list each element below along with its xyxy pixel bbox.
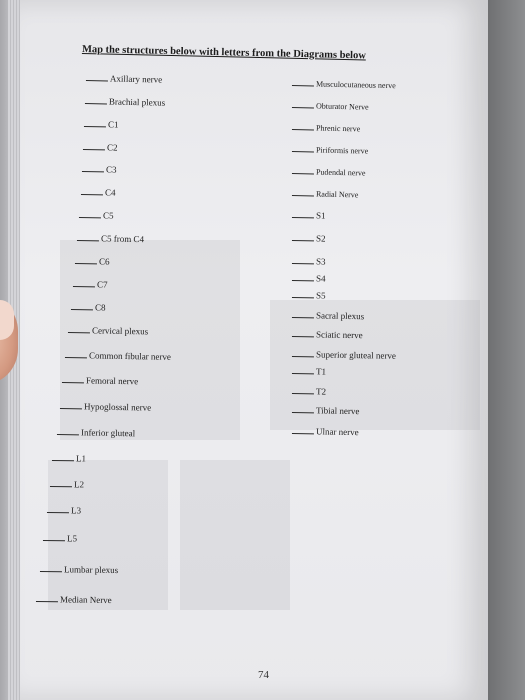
item-label: Pudendal nerve — [315, 167, 366, 178]
left-item — [65, 350, 171, 362]
answer-blank — [292, 336, 314, 337]
item-label: L2 — [73, 479, 85, 490]
item-label: C7 — [96, 279, 108, 290]
item-label: Musculocutaneous nerve — [315, 79, 396, 91]
answer-blank — [73, 286, 95, 287]
answer-blank — [62, 382, 84, 383]
right-item — [292, 329, 363, 340]
answer-blank — [40, 571, 62, 572]
answer-blank — [83, 149, 105, 150]
page-number: 74 — [258, 669, 269, 681]
item-label: C5 — [102, 210, 114, 221]
right-item — [292, 210, 326, 221]
answer-blank — [292, 356, 314, 357]
right-item — [292, 123, 360, 133]
right-item — [292, 145, 368, 156]
left-item — [50, 479, 84, 489]
left-item — [86, 73, 162, 85]
show-through-panel — [180, 460, 290, 610]
left-item — [81, 187, 116, 198]
item-label: Hypoglossal nerve — [83, 401, 152, 413]
answer-blank — [292, 393, 314, 394]
answer-blank — [86, 80, 108, 81]
left-item — [52, 453, 86, 463]
answer-blank — [77, 240, 99, 241]
right-item — [292, 366, 326, 377]
left-item — [75, 256, 110, 267]
answer-blank — [292, 297, 314, 298]
item-label: Ulnar nerve — [315, 426, 359, 438]
item-label: S5 — [315, 290, 326, 301]
left-item — [47, 505, 81, 515]
item-label: Lumbar plexus — [63, 564, 119, 576]
item-label: Superior gluteal nerve — [315, 349, 397, 361]
left-item — [83, 142, 118, 153]
item-label: T2 — [315, 386, 327, 397]
right-item — [292, 233, 326, 244]
answer-blank — [292, 373, 314, 374]
answer-blank — [47, 512, 69, 513]
item-label: Phrenic nerve — [315, 123, 361, 134]
item-label: C2 — [106, 142, 118, 153]
answer-blank — [36, 601, 58, 602]
answer-blank — [292, 217, 314, 218]
left-item — [85, 96, 165, 108]
item-label: C5 from C4 — [100, 233, 145, 245]
answer-blank — [82, 171, 104, 172]
item-label: Sacral plexus — [315, 310, 365, 322]
answer-blank — [84, 126, 106, 127]
answer-blank — [57, 434, 79, 435]
item-label: Cervical plexus — [91, 325, 149, 337]
item-label: S3 — [315, 256, 326, 267]
right-item — [292, 426, 359, 437]
right-item — [292, 349, 396, 361]
answer-blank — [292, 195, 314, 196]
left-item — [60, 401, 151, 413]
item-label: C3 — [105, 164, 117, 175]
right-item — [292, 405, 360, 416]
left-item — [40, 564, 118, 575]
item-label: Inferior gluteal — [80, 427, 136, 439]
left-item — [73, 279, 108, 290]
right-item — [292, 256, 326, 267]
item-label: C8 — [94, 302, 106, 313]
item-label: S4 — [315, 273, 326, 284]
right-item — [292, 290, 326, 301]
answer-blank — [292, 173, 314, 174]
left-item — [43, 533, 77, 543]
item-label: S2 — [315, 233, 326, 244]
answer-blank — [68, 332, 90, 333]
right-item — [292, 101, 369, 112]
answer-blank — [85, 103, 107, 104]
item-label: Common fibular nerve — [88, 350, 172, 362]
item-label: Tibial nerve — [315, 405, 360, 417]
left-item — [84, 119, 119, 130]
answer-blank — [52, 460, 74, 461]
worksheet-title: Map the structures below with letters from the Diagrams below — [81, 44, 366, 62]
answer-blank — [292, 412, 314, 413]
answer-blank — [292, 317, 314, 318]
item-label: Median Nerve — [59, 594, 112, 606]
answer-blank — [81, 194, 103, 195]
left-item — [77, 233, 144, 244]
right-item — [292, 273, 326, 284]
answer-blank — [50, 486, 72, 487]
left-item — [79, 210, 114, 221]
item-label: C6 — [98, 256, 110, 267]
item-label: Femoral nerve — [85, 375, 139, 387]
item-label: L1 — [75, 453, 87, 464]
item-label: T1 — [315, 366, 327, 377]
item-label: Piriformis nerve — [315, 145, 369, 156]
item-label: Axillary nerve — [109, 73, 163, 85]
item-label: L5 — [66, 533, 78, 544]
item-label: Sciatic nerve — [315, 329, 363, 341]
item-label: Radial Nerve — [315, 189, 359, 200]
answer-blank — [292, 433, 314, 434]
left-item — [82, 164, 117, 175]
answer-blank — [292, 280, 314, 281]
right-item — [292, 386, 326, 397]
left-item — [71, 302, 106, 313]
answer-blank — [65, 357, 87, 358]
right-item — [292, 189, 359, 199]
left-item — [68, 325, 148, 336]
answer-blank — [75, 263, 97, 264]
answer-blank — [71, 309, 93, 310]
answer-blank — [60, 408, 82, 409]
left-item — [62, 375, 138, 386]
left-item — [36, 594, 112, 605]
item-label: C4 — [104, 187, 116, 198]
answer-blank — [292, 129, 314, 130]
answer-blank — [292, 107, 314, 108]
right-item — [292, 167, 366, 178]
answer-blank — [292, 240, 314, 241]
answer-blank — [292, 151, 314, 152]
item-label: S1 — [315, 210, 326, 221]
left-item — [57, 427, 135, 438]
answer-blank — [292, 263, 314, 264]
item-label: L3 — [70, 505, 82, 516]
answer-blank — [43, 540, 65, 541]
right-item — [292, 310, 364, 321]
item-label: C1 — [107, 119, 119, 130]
page-gutter-shadow — [488, 0, 525, 700]
answer-blank — [79, 217, 101, 218]
answer-blank — [292, 85, 314, 86]
item-label: Obturator Nerve — [315, 101, 369, 112]
item-label: Brachial plexus — [108, 96, 166, 108]
